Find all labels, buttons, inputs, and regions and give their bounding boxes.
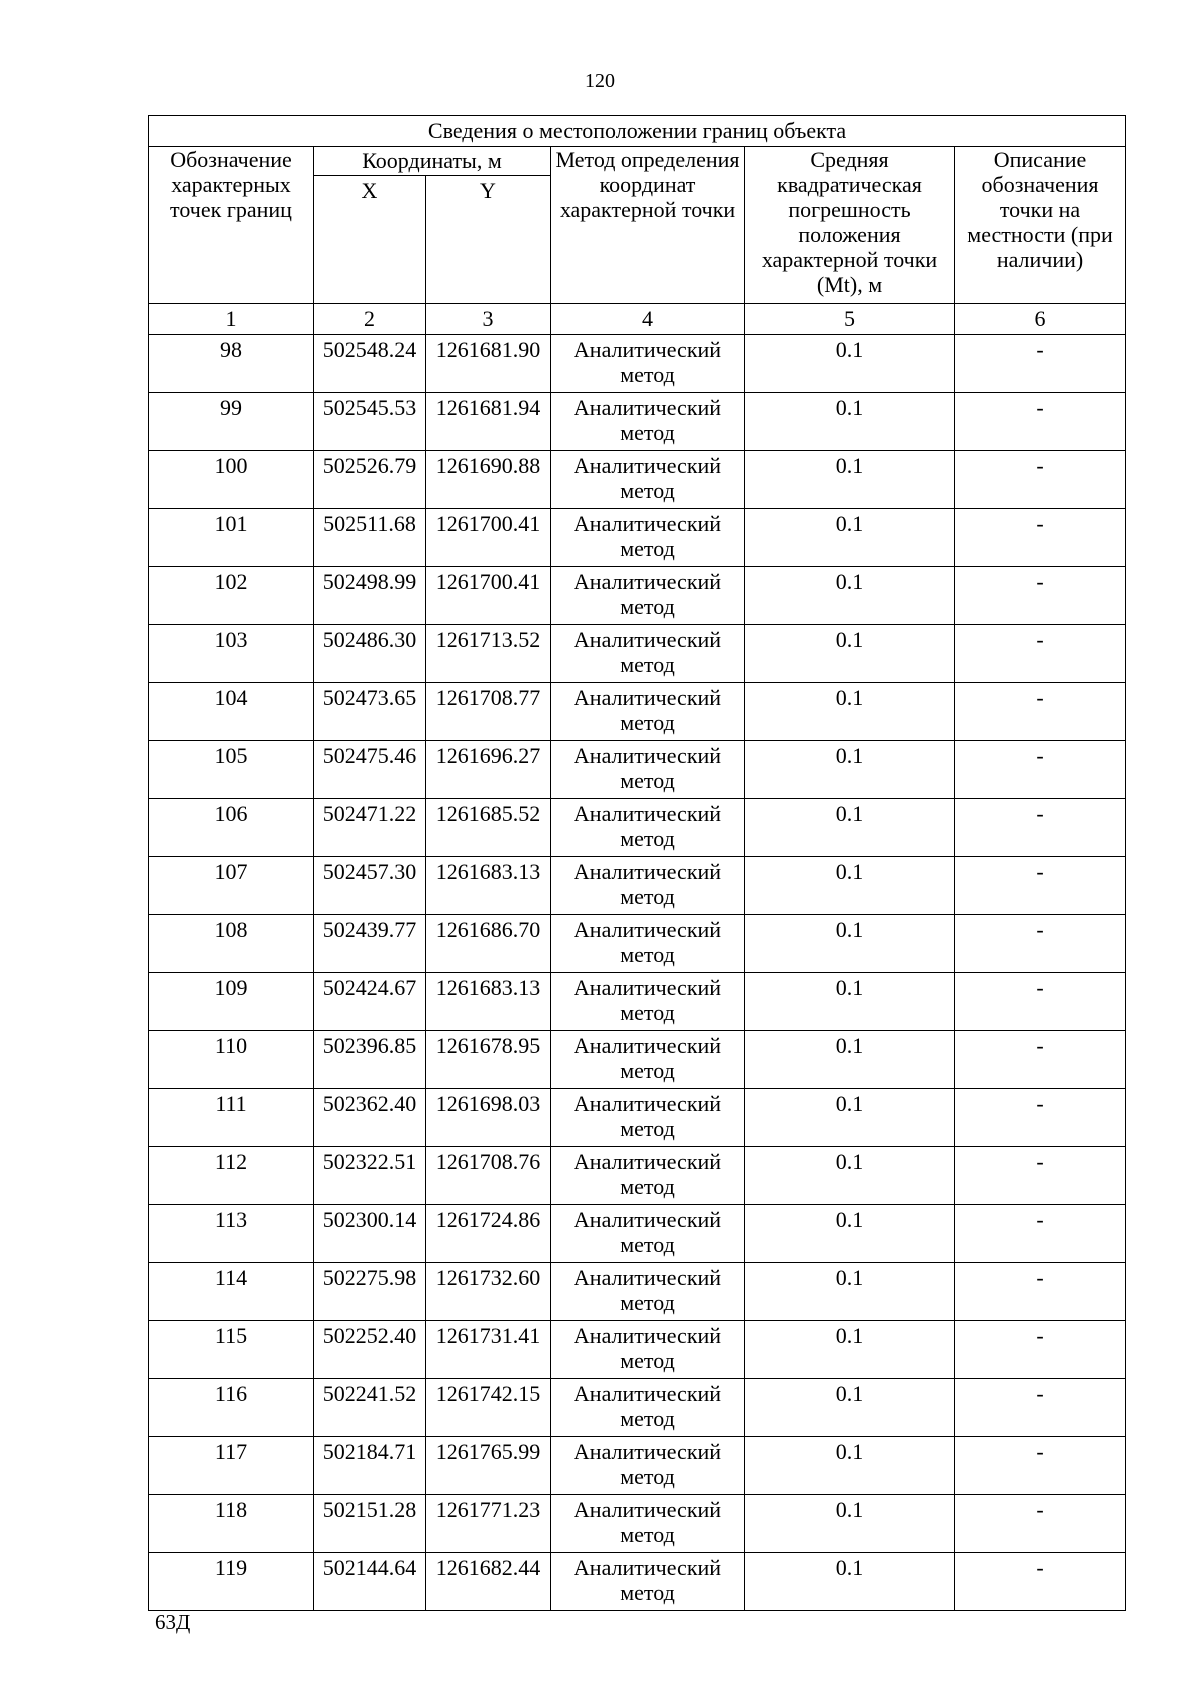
footer-code: 63Д [155,1610,191,1634]
column-number: 6 [955,304,1126,335]
cell-description: - [955,625,1126,683]
cell-method: Аналитический метод [551,1031,745,1089]
cell-x: 502184.71 [314,1437,426,1495]
cell-point: 106 [149,799,314,857]
column-numbers-row [149,304,1126,335]
cell-method: Аналитический метод [551,1321,745,1379]
cell-y: 1261765.99 [426,1437,551,1495]
header-coordinates: Координаты, м [314,147,551,176]
header-x: X [314,176,426,304]
cell-x: 502475.46 [314,741,426,799]
table-row [149,509,1126,567]
cell-method: Аналитический метод [551,1089,745,1147]
table-row [149,1205,1126,1263]
cell-x: 502275.98 [314,1263,426,1321]
cell-y: 1261708.76 [426,1147,551,1205]
cell-x: 502486.30 [314,625,426,683]
cell-y: 1261771.23 [426,1495,551,1553]
cell-point: 99 [149,393,314,451]
cell-x: 502548.24 [314,335,426,393]
cell-point: 119 [149,1553,314,1611]
header-row-1 [149,147,1126,176]
cell-x: 502511.68 [314,509,426,567]
cell-error: 0.1 [745,799,955,857]
cell-description: - [955,567,1126,625]
cell-error: 0.1 [745,973,955,1031]
cell-point: 118 [149,1495,314,1553]
cell-method: Аналитический метод [551,1437,745,1495]
cell-description: - [955,1263,1126,1321]
cell-point: 113 [149,1205,314,1263]
cell-description: - [955,1089,1126,1147]
cell-y: 1261696.27 [426,741,551,799]
cell-method: Аналитический метод [551,1495,745,1553]
cell-x: 502252.40 [314,1321,426,1379]
table-row [149,741,1126,799]
table-row [149,451,1126,509]
table-row [149,625,1126,683]
cell-x: 502545.53 [314,393,426,451]
cell-x: 502526.79 [314,451,426,509]
cell-description: - [955,915,1126,973]
table-row [149,915,1126,973]
cell-point: 109 [149,973,314,1031]
cell-method: Аналитический метод [551,857,745,915]
cell-y: 1261678.95 [426,1031,551,1089]
cell-y: 1261686.70 [426,915,551,973]
cell-description: - [955,1031,1126,1089]
cell-error: 0.1 [745,915,955,973]
cell-y: 1261742.15 [426,1379,551,1437]
table-row [149,1147,1126,1205]
cell-method: Аналитический метод [551,1205,745,1263]
cell-description: - [955,1379,1126,1437]
cell-point: 101 [149,509,314,567]
cell-y: 1261731.41 [426,1321,551,1379]
cell-x: 502424.67 [314,973,426,1031]
cell-description: - [955,1205,1126,1263]
cell-y: 1261685.52 [426,799,551,857]
cell-y: 1261681.94 [426,393,551,451]
cell-description: - [955,509,1126,567]
cell-error: 0.1 [745,1205,955,1263]
cell-y: 1261681.90 [426,335,551,393]
cell-point: 111 [149,1089,314,1147]
cell-point: 107 [149,857,314,915]
cell-x: 502241.52 [314,1379,426,1437]
table-title-row [149,116,1126,147]
table-row [149,799,1126,857]
cell-point: 116 [149,1379,314,1437]
cell-x: 502498.99 [314,567,426,625]
cell-y: 1261682.44 [426,1553,551,1611]
cell-description: - [955,973,1126,1031]
cell-method: Аналитический метод [551,741,745,799]
cell-error: 0.1 [745,1437,955,1495]
cell-point: 114 [149,1263,314,1321]
cell-x: 502362.40 [314,1089,426,1147]
cell-error: 0.1 [745,683,955,741]
cell-method: Аналитический метод [551,1263,745,1321]
table-row [149,857,1126,915]
table-row [149,1263,1126,1321]
header-error: Средняя квадратическая погрешность положения характерной точки (Mt), м [745,147,955,304]
cell-description: - [955,451,1126,509]
column-number: 1 [149,304,314,335]
cell-method: Аналитический метод [551,393,745,451]
cell-error: 0.1 [745,1031,955,1089]
cell-x: 502471.22 [314,799,426,857]
cell-description: - [955,857,1126,915]
cell-error: 0.1 [745,857,955,915]
table-row [149,335,1126,393]
cell-description: - [955,335,1126,393]
cell-y: 1261700.41 [426,509,551,567]
cell-description: - [955,1321,1126,1379]
cell-method: Аналитический метод [551,799,745,857]
cell-x: 502457.30 [314,857,426,915]
cell-description: - [955,1495,1126,1553]
cell-y: 1261698.03 [426,1089,551,1147]
cell-description: - [955,393,1126,451]
cell-method: Аналитический метод [551,625,745,683]
cell-error: 0.1 [745,625,955,683]
cell-method: Аналитический метод [551,335,745,393]
cell-y: 1261683.13 [426,857,551,915]
cell-y: 1261732.60 [426,1263,551,1321]
table-row [149,1321,1126,1379]
table-row [149,1553,1126,1611]
boundary-coordinates-table [148,115,1126,1611]
table-title: Сведения о местоположении границ объекта [149,116,1126,147]
cell-method: Аналитический метод [551,567,745,625]
cell-error: 0.1 [745,509,955,567]
cell-y: 1261683.13 [426,973,551,1031]
column-number: 2 [314,304,426,335]
table-row [149,393,1126,451]
cell-error: 0.1 [745,451,955,509]
cell-y: 1261690.88 [426,451,551,509]
header-y: Y [426,176,551,304]
cell-error: 0.1 [745,1553,955,1611]
cell-error: 0.1 [745,1321,955,1379]
cell-error: 0.1 [745,1147,955,1205]
header-method: Метод определения координат характерной точки [551,147,745,304]
cell-point: 115 [149,1321,314,1379]
cell-point: 117 [149,1437,314,1495]
cell-x: 502322.51 [314,1147,426,1205]
header-description: Описание обозначения точки на местности (при наличии) [955,147,1126,304]
cell-point: 98 [149,335,314,393]
cell-point: 105 [149,741,314,799]
cell-error: 0.1 [745,335,955,393]
cell-y: 1261700.41 [426,567,551,625]
column-number: 5 [745,304,955,335]
cell-error: 0.1 [745,1263,955,1321]
cell-description: - [955,1437,1126,1495]
cell-method: Аналитический метод [551,1147,745,1205]
cell-method: Аналитический метод [551,973,745,1031]
table-row [149,567,1126,625]
cell-error: 0.1 [745,567,955,625]
cell-error: 0.1 [745,1089,955,1147]
cell-x: 502300.14 [314,1205,426,1263]
cell-method: Аналитический метод [551,509,745,567]
table-row [149,1379,1126,1437]
cell-error: 0.1 [745,1495,955,1553]
cell-method: Аналитический метод [551,451,745,509]
column-number: 4 [551,304,745,335]
cell-error: 0.1 [745,1379,955,1437]
cell-method: Аналитический метод [551,915,745,973]
cell-method: Аналитический метод [551,683,745,741]
table-row [149,1495,1126,1553]
table-row [149,973,1126,1031]
cell-description: - [955,741,1126,799]
cell-x: 502439.77 [314,915,426,973]
cell-x: 502144.64 [314,1553,426,1611]
cell-x: 502396.85 [314,1031,426,1089]
cell-point: 110 [149,1031,314,1089]
column-number: 3 [426,304,551,335]
cell-point: 104 [149,683,314,741]
table-row [149,1437,1126,1495]
table-row [149,683,1126,741]
cell-error: 0.1 [745,741,955,799]
cell-x: 502151.28 [314,1495,426,1553]
cell-description: - [955,799,1126,857]
cell-error: 0.1 [745,393,955,451]
cell-point: 112 [149,1147,314,1205]
table-row [149,1031,1126,1089]
cell-point: 103 [149,625,314,683]
cell-point: 100 [149,451,314,509]
cell-y: 1261708.77 [426,683,551,741]
cell-description: - [955,1147,1126,1205]
header-point: Обозначение характерных точек границ [149,147,314,304]
cell-description: - [955,1553,1126,1611]
cell-method: Аналитический метод [551,1379,745,1437]
cell-y: 1261713.52 [426,625,551,683]
cell-method: Аналитический метод [551,1553,745,1611]
cell-point: 108 [149,915,314,973]
cell-point: 102 [149,567,314,625]
table-row [149,1089,1126,1147]
cell-description: - [955,683,1126,741]
cell-y: 1261724.86 [426,1205,551,1263]
cell-x: 502473.65 [314,683,426,741]
page-number: 120 [585,70,615,92]
